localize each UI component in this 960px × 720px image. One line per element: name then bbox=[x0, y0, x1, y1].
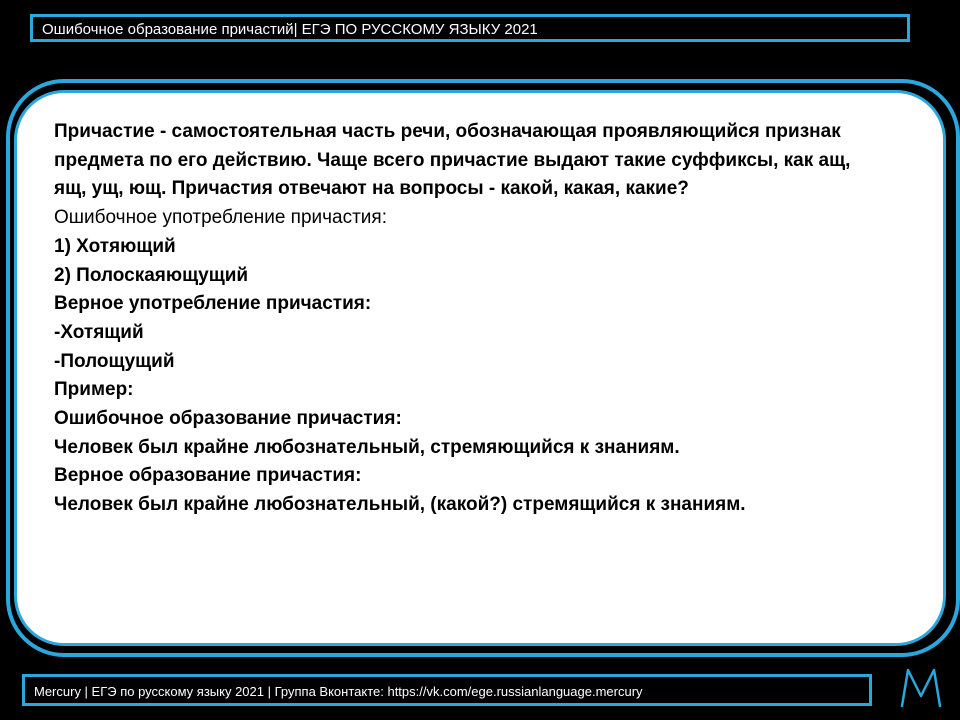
text-line: Причастие - самостоятельная часть речи, обозначающая проявляющийся признак bbox=[54, 121, 841, 142]
content-text bbox=[54, 118, 924, 520]
text-line: Человек был крайне любознательный, стремяющийся к знаниям. bbox=[54, 436, 680, 458]
text-line: Пример: bbox=[54, 379, 134, 401]
header-bar bbox=[30, 14, 910, 42]
text-line: предмета по его действию. Чаще всего причастие выдают такие суффиксы, как ащ, bbox=[54, 149, 851, 171]
footer-text: Mercury | ЕГЭ по русскому языку 2021 | Группа Вконтакте: https://vk.com/ege.russianlanguage.mercury bbox=[34, 684, 643, 699]
text-line: Верное образование причастия: bbox=[54, 465, 362, 487]
text-line: Человек был крайне любознательный, (какой?) стремящийся к знаниям. bbox=[54, 494, 746, 516]
footer-bar bbox=[22, 674, 872, 706]
text-line: 2) Полоскаяющущий bbox=[54, 264, 249, 286]
text-line: Ошибочное употребление причастия: bbox=[54, 207, 387, 229]
text-line: Ошибочное образование причастия: bbox=[54, 408, 402, 430]
text-line: Верное употребление причастия: bbox=[54, 293, 372, 315]
slide-title: Ошибочное образование причастий| ЕГЭ ПО РУССКОМУ ЯЗЫКУ 2021 bbox=[42, 21, 538, 38]
text-line: ящ, ущ, ющ. Причастия отвечают на вопросы - какой, какая, какие? bbox=[54, 178, 689, 200]
mercury-m-logo-icon bbox=[896, 662, 946, 712]
text-line: -Хотящий bbox=[54, 321, 144, 343]
text-line: 1) Хотяющий bbox=[54, 235, 176, 257]
content-card bbox=[14, 90, 946, 646]
text-line: -Полощущий bbox=[54, 350, 175, 372]
